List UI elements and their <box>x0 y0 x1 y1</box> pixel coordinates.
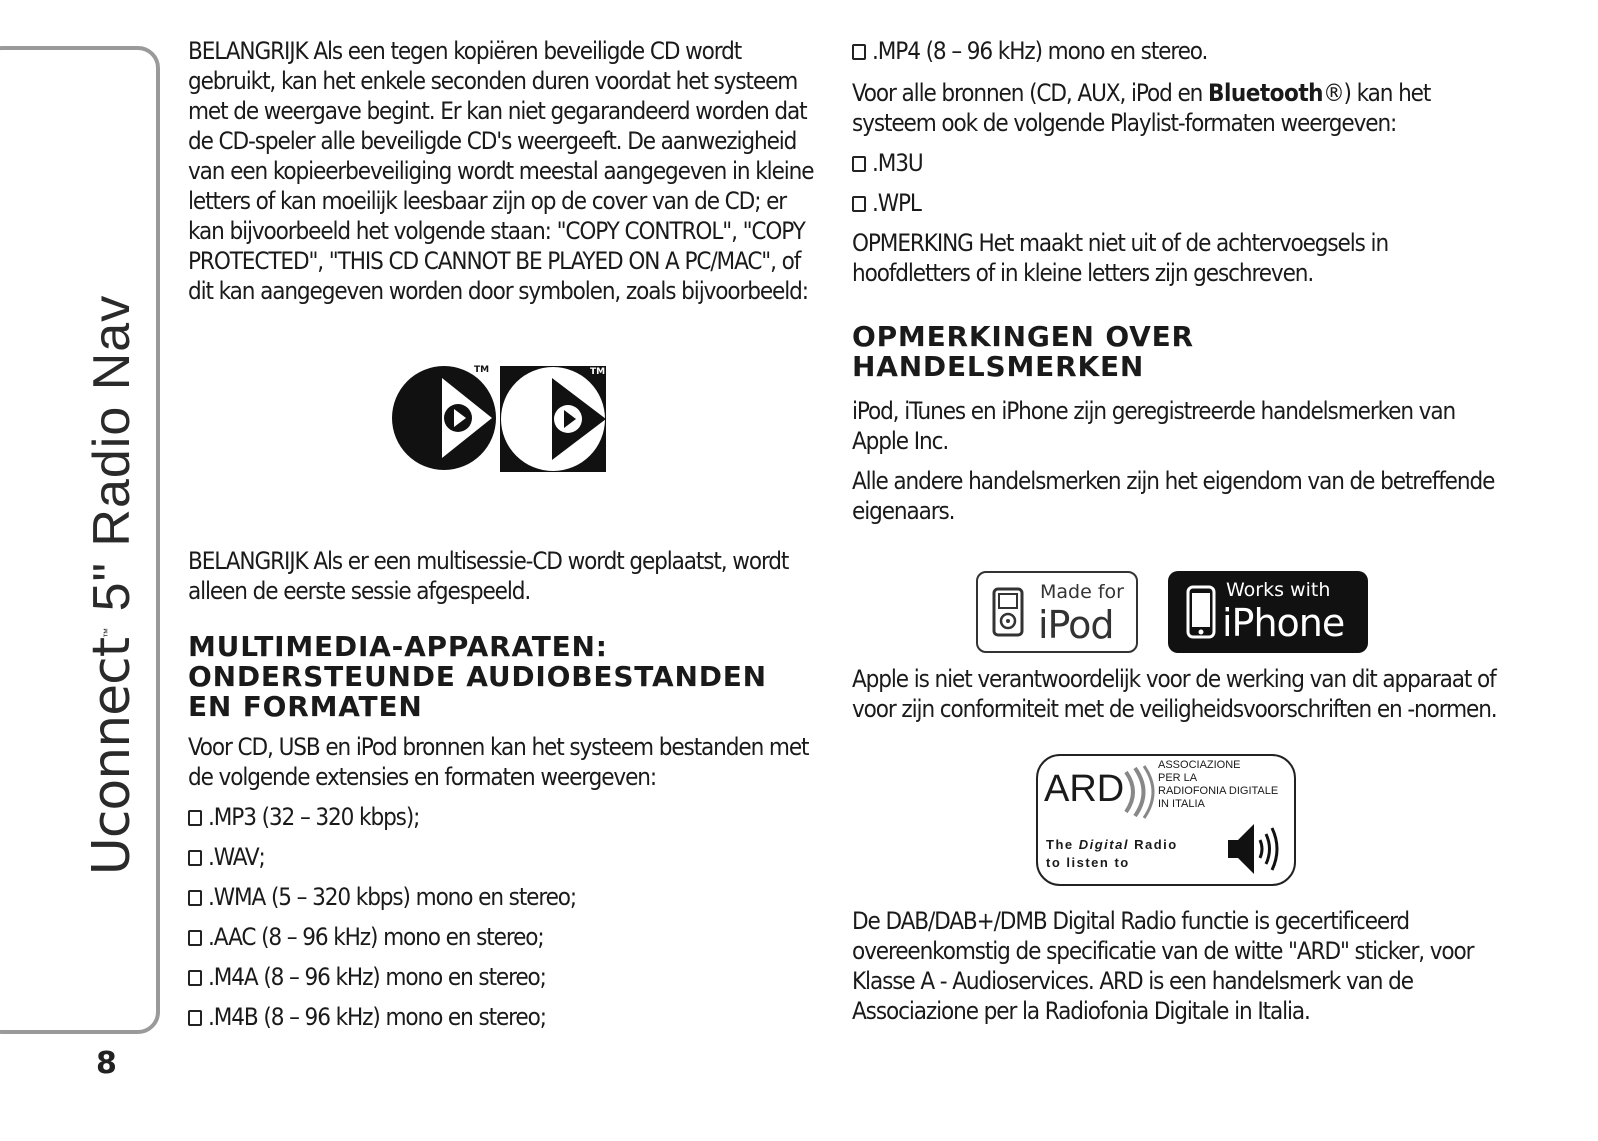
badge-big-text: iPhone <box>1222 601 1345 645</box>
list-item: .M4A (8 – 96 kHz) mono en stereo; <box>188 962 820 992</box>
ipod-icon <box>992 587 1024 637</box>
list-item: .MP4 (8 – 96 kHz) mono en stereo. <box>852 36 1502 66</box>
list-item: .WPL <box>852 188 1502 218</box>
page-number: 8 <box>96 1046 117 1081</box>
checkbox-icon <box>188 970 202 986</box>
list-item: .M4B (8 – 96 kHz) mono en stereo; <box>188 1002 820 1032</box>
multimedia-heading: MULTIMEDIA-APPARATEN: ONDERSTEUNDE AUDIOBESTANDEN EN FORMATEN <box>188 630 767 723</box>
ard-association: ASSOCIAZIONE PER LA RADIOFONIA DIGITALE IN ITALIA <box>1158 759 1279 810</box>
list-item: .WMA (5 – 320 kbps) mono en stereo; <box>188 882 820 912</box>
playlist-intro: Voor alle bronnen (CD, AUX, iPod en Bluetooth®) kan het systeem ook de volgende Playlist-formaten weergeven: <box>852 79 1431 137</box>
checkbox-icon <box>188 890 202 906</box>
bluetooth-brand: Bluetooth <box>1207 79 1324 107</box>
sidebar-title: Uconnect™ 5" Radio Nav <box>82 294 142 876</box>
ard-logo <box>1036 754 1296 886</box>
apple-trademarks: iPod, iTunes en iPhone zijn geregistreerde handelsmerken van Apple Inc. <box>852 397 1456 455</box>
works-with-iphone-badge <box>1168 571 1368 653</box>
note-paragraph: OPMERKING Het maakt niet uit of de achtervoegsels in hoofdletters of in kleine letters zijn geschreven. <box>852 229 1389 287</box>
multisession-paragraph: BELANGRIJK Als er een multisessie-CD wordt geplaatst, wordt alleen de eerste sessie afgespeeld. <box>188 547 789 605</box>
sidebar-subtitle: 5" Radio Nav <box>83 294 141 612</box>
checkbox-icon <box>852 44 866 60</box>
speaker-icon <box>1226 820 1286 878</box>
made-for-ipod-badge <box>976 571 1138 653</box>
copy-protection-paragraph: BELANGRIJK Als een tegen kopiëren beveiligde CD wordt gebruikt, kan het enkele seconden duren voordat het systeem met de weergave begint. Er kan niet gegarandeerd worden dat de CD-speler alle beveiligde CD's weergeeft. De aanwezigheid van een kopieerbeveiliging wordt meestal aangegeven in kleine letters of kan moeilijk leesbaar zijn op de cover van de CD; er kan bijvoorbeeld het volgende staan: "COPY CONTROL", "COPY PROTECTED", "THIS CD CANNOT BE PLAYED ON A PC/MAC", of dit kan aangegeven worden door symbolen, zoals bijvoorbeeld: <box>188 37 814 305</box>
badge-big-text: iPod <box>1038 603 1114 647</box>
checkbox-icon <box>188 850 202 866</box>
left-column <box>188 36 820 1042</box>
ard-wordmark: ARD <box>1044 768 1125 810</box>
list-item: .AAC (8 – 96 kHz) mono en stereo; <box>188 922 820 952</box>
ard-tagline: The Digital Radio to listen to <box>1046 837 1178 870</box>
uconnect-logo: Uconnect <box>82 637 142 876</box>
apple-disclaimer: Apple is niet verantwoordelijk voor de werking van dit apparaat of voor zijn conformiteit met de veiligheidsvoorschriften en -normen. <box>852 665 1497 723</box>
radio-waves-icon <box>1122 764 1158 820</box>
other-trademarks: Alle andere handelsmerken zijn het eigendom van de betreffende eigenaars. <box>852 467 1495 525</box>
badge-small-text: Made for <box>1040 581 1124 603</box>
formats-intro: Voor CD, USB en iPod bronnen kan het systeem bestanden met de volgende extensies en formaten weergeven: <box>188 733 809 791</box>
cd-copy-protection-icon <box>388 362 612 481</box>
tm-mark: TM <box>590 367 606 377</box>
iphone-icon <box>1186 585 1216 639</box>
checkbox-icon <box>188 930 202 946</box>
trademarks-heading: OPMERKINGEN OVER HANDELSMERKEN <box>852 320 1194 383</box>
tm-mark: TM <box>474 365 490 375</box>
checkbox-icon <box>852 156 866 172</box>
badge-small-text: Works with <box>1226 579 1331 601</box>
dab-paragraph: De DAB/DAB+/DMB Digital Radio functie is gecertificeerd overeenkomstig de specificatie van de witte "ARD" sticker, voor Klasse A - Audioservices. ARD is een handelsmerk van de Associazione per la Radiofonia Digitale in Italia. <box>852 907 1474 1025</box>
list-item: .WAV; <box>188 842 820 872</box>
checkbox-icon <box>852 196 866 212</box>
list-item: .M3U <box>852 148 1502 178</box>
list-item: .MP3 (32 – 320 kbps); <box>188 802 820 832</box>
checkbox-icon <box>188 1010 202 1026</box>
checkbox-icon <box>188 810 202 826</box>
